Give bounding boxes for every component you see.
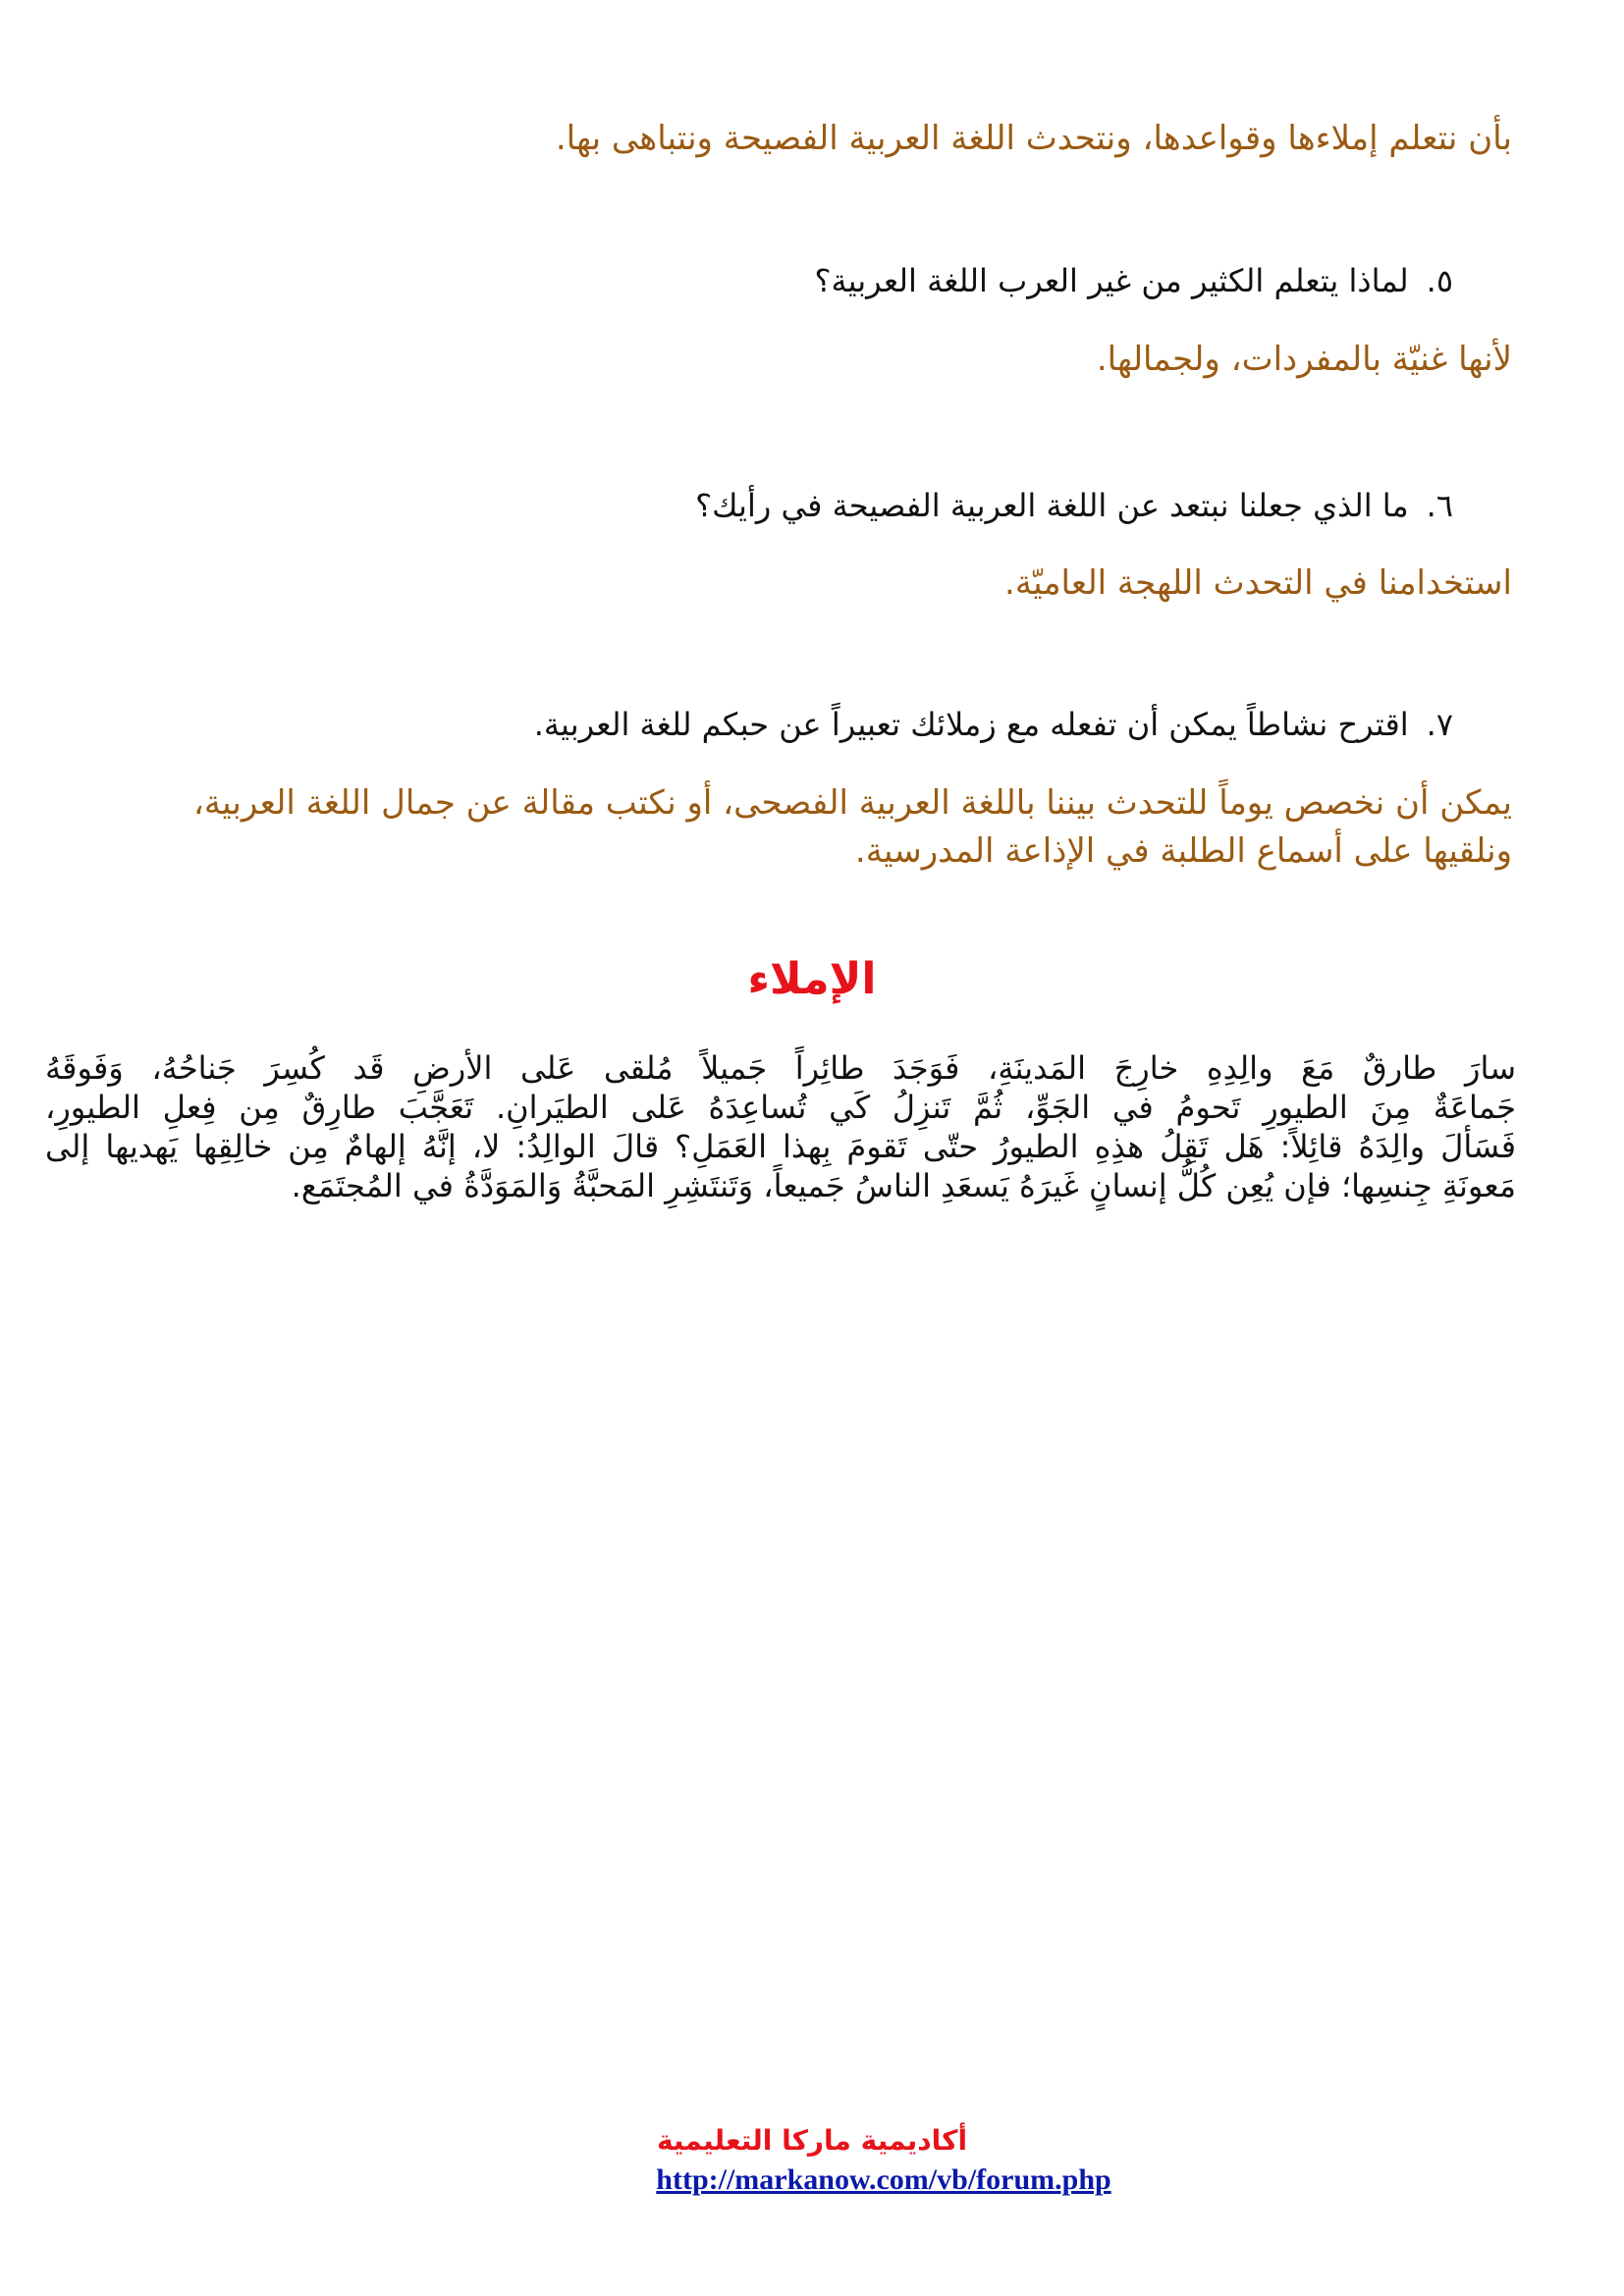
- dictation-line: جَماعَةٌ مِنَ الطيورِ تَحومُ في الجَوِّ، ثُمَّ تَنزِلُ كَي تُساعِدَهُ عَلى الطيَرانِ. تَعَجَّبَ طارِقٌ مِن فِعلِ الطيورِ،: [45, 1089, 1516, 1126]
- footer-forum-link[interactable]: http://markanow.com/vb/forum.php: [656, 2163, 1111, 2196]
- question-number: ٥.: [1426, 262, 1453, 299]
- question-number: ٦.: [1426, 487, 1453, 524]
- dictation-title: الإملاء: [747, 954, 877, 1004]
- question-5: [814, 261, 1453, 300]
- answer-4-continuation: بأن نتعلم إملاءها وقواعدها، ونتحدث اللغة العربية الفصيحة ونتباهى بها.: [555, 119, 1512, 158]
- dictation-paragraph: [45, 1048, 1516, 1205]
- dictation-line: سارَ طارقٌ مَعَ والِدِهِ خارِجَ المَدينَةِ، فَوَجَدَ طائِراً جَميلاً مُلقى عَلى الأرضِ قَد كُسِرَ جَناحُهُ، وَفَوقَهُ: [45, 1049, 1516, 1087]
- answer-7-line-1: يمكن أن نخصص يوماً للتحدث بيننا باللغة العربية الفصحى، أو نكتب مقالة عن جمال اللغة العربية،: [192, 783, 1512, 823]
- question-7: [534, 705, 1453, 744]
- question-text: لماذا يتعلم الكثير من غير العرب اللغة العربية؟: [814, 262, 1409, 299]
- answer-6: استخدامنا في التحدث اللهجة العاميّة.: [1004, 563, 1512, 603]
- question-text: اقترح نشاطاً يمكن أن تفعله مع زملائك تعبيراً عن حبكم للغة العربية.: [533, 706, 1409, 743]
- dictation-line: مَعونَةِ جِنسِها؛ فإن يُعِن كُلُّ إنسانٍ غَيرَهُ يَسعَدِ الناسُ جَميعاً، وَتَنتَشِرِ المَحبَّةُ وَالمَوَدَّةُ في المُجتَمَع.: [291, 1167, 1516, 1204]
- question-number: ٧.: [1426, 706, 1453, 743]
- footer-academy-name: أكاديمية ماركا التعليمية: [656, 2124, 968, 2157]
- dictation-line: فَسَألَ والِدَهُ قائِلاً: هَل تَقِلُ هذِهِ الطيورُ حتّى تَقومَ بِهذا العَمَلِ؟ قالَ الوالِدُ: لا، إنَّهُ إلهامٌ مِن خالِقِها يَهديها إلى: [45, 1128, 1516, 1165]
- question-6: [695, 486, 1453, 525]
- answer-7-line-2: ونلقيها على أسماع الطلبة في الإذاعة المدرسية.: [854, 831, 1512, 871]
- question-text: ما الذي جعلنا نبتعد عن اللغة العربية الفصيحة في رأيك؟: [695, 487, 1409, 524]
- answer-5: لأنها غنيّة بالمفردات، ولجمالها.: [1096, 340, 1512, 379]
